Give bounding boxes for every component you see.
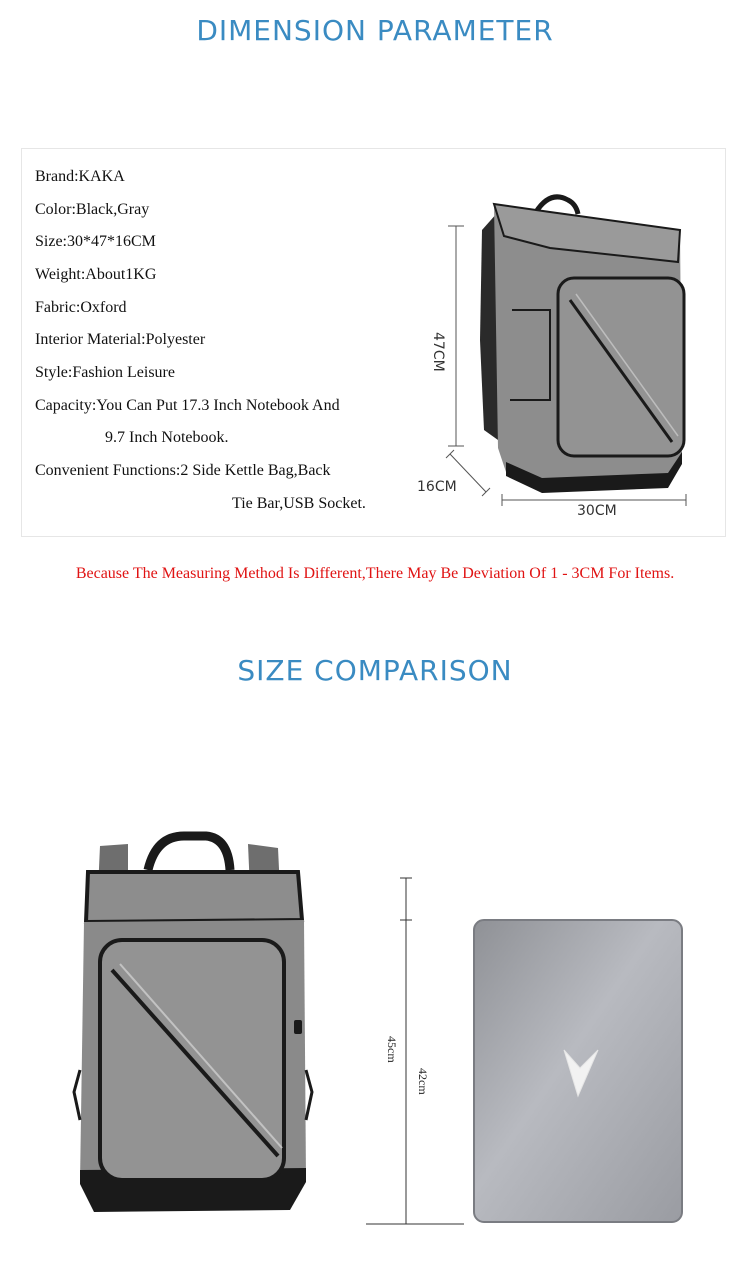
height-label: 47CM (430, 332, 446, 372)
spec-interior: Interior Material:Polyester (35, 331, 206, 348)
backpack-comparison-image (68, 830, 318, 1230)
spec-capacity-cont: 9.7 Inch Notebook. (105, 429, 229, 446)
usb-port (294, 1020, 302, 1034)
spec-brand: Brand:KAKA (35, 168, 125, 185)
measurement-deviation-note: Because The Measuring Method Is Different,There May Be Deviation Of 1 - 3CM For Items. (75, 565, 675, 582)
front-pocket (558, 278, 684, 456)
laptop-height-label: 42cm (416, 1068, 430, 1095)
depth-label: 16CM (417, 479, 457, 495)
dimension-parameter-heading: DIMENSION PARAMETER (196, 14, 554, 47)
laptop-image (472, 918, 684, 1224)
spec-functions-cont: Tie Bar,USB Socket. (232, 495, 366, 512)
spec-capacity: Capacity:You Can Put 17.3 Inch Notebook And (35, 397, 340, 414)
spec-weight: Weight:About1KG (35, 266, 157, 283)
spec-fabric: Fabric:Oxford (35, 299, 127, 316)
width-label: 30CM (577, 503, 617, 519)
spec-style: Style:Fashion Leisure (35, 364, 175, 381)
backpack-handle (148, 836, 230, 870)
spec-functions: Convenient Functions:2 Side Kettle Bag,Back (35, 462, 331, 479)
spec-size: Size:30*47*16CM (35, 233, 156, 250)
size-comparison-heading: SIZE COMPARISON (237, 654, 513, 687)
spec-color: Color:Black,Gray (35, 201, 150, 218)
backpack-height-label: 45cm (385, 1036, 399, 1063)
comparison-dimension-lines (360, 878, 470, 1228)
